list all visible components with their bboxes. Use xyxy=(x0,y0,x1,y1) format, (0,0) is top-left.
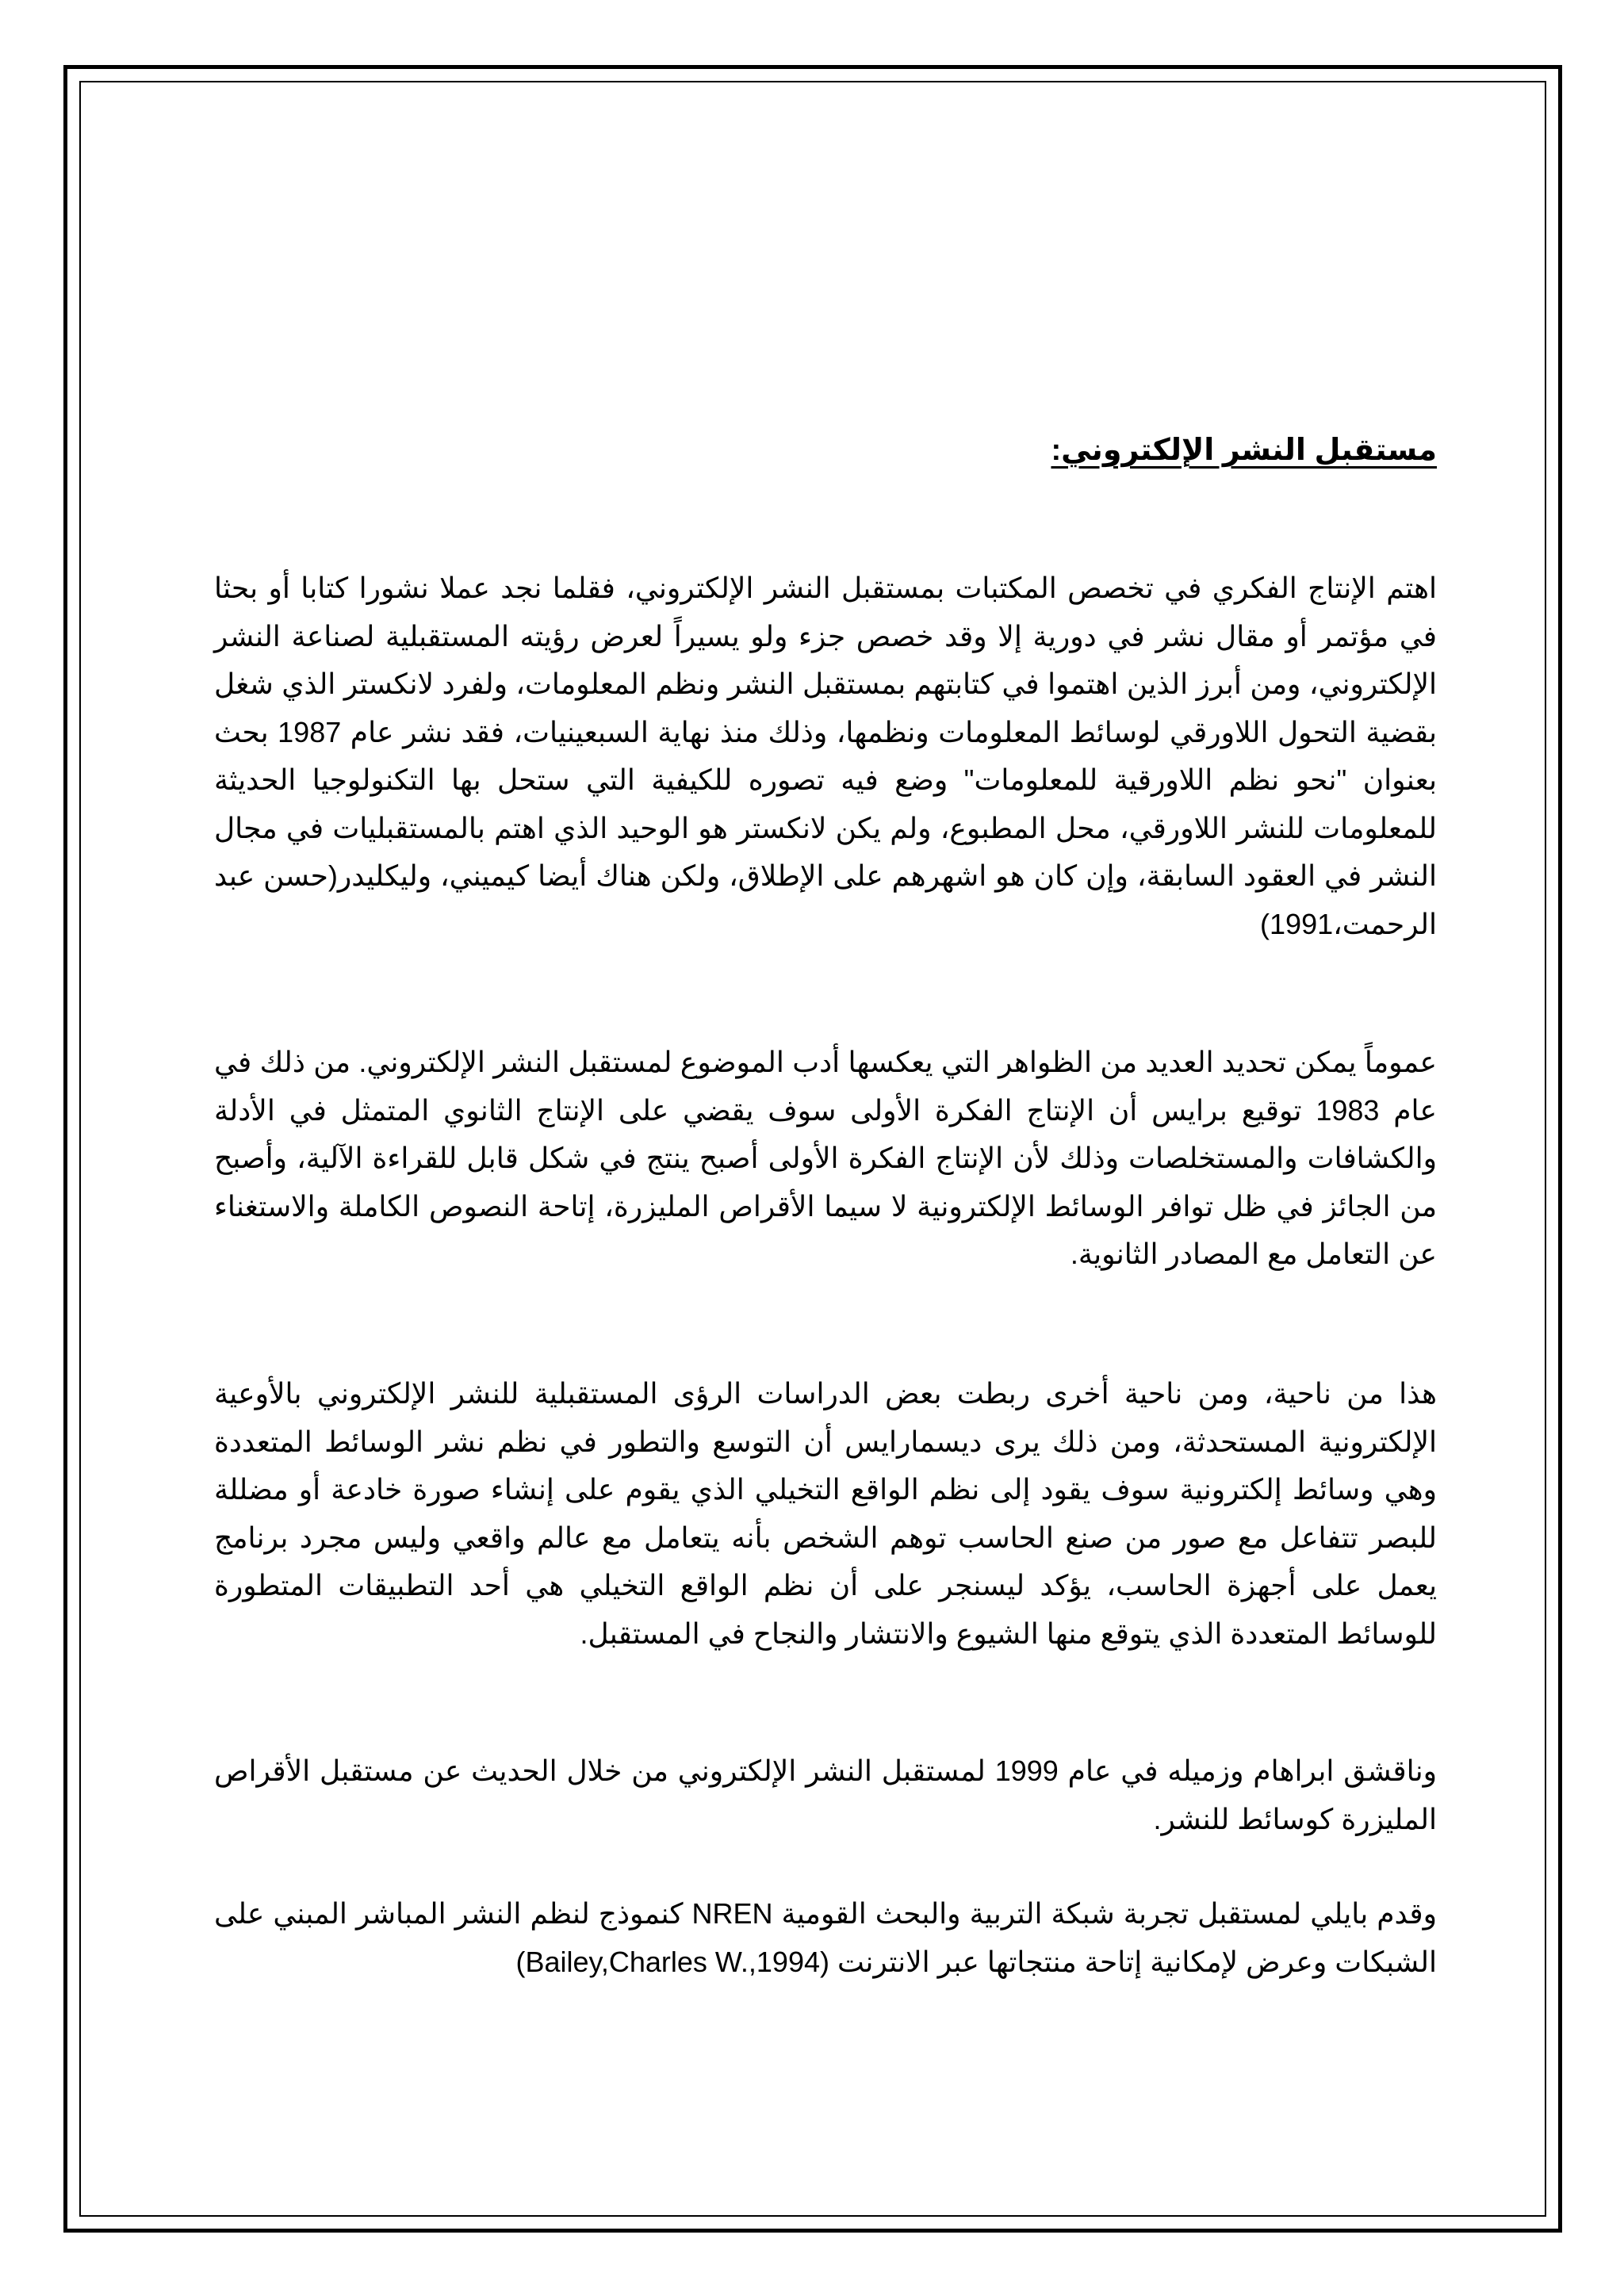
paragraph-3: هذا من ناحية، ومن ناحية أخرى ربطت بعض الدراسات الرؤى المستقبلية للنشر الإلكتروني بالأوعية الإلكترونية المستحدثة، ومن ذلك يرى ديسمارايس أن التوسع والتطور في نظم نشر الوسائط المتعددة وهي وسائط إلكترونية سوف يقود إلى نظم الواقع التخيلي الذي يقوم على إنشاء صورة خادعة أو مضللة للبصر تتفاعل مع صور من صنع الحاسب توهم الشخص بأنه يتعامل مع عالم واقعي وليس مجرد برنامج يعمل على أجهزة الحاسب، يؤكد ليسنجر على أن نظم الواقع التخيلي هي أحد التطبيقات المتطورة للوسائط المتعددة الذي يتوقع منها الشيوع والانتشار والنجاح في المستقبل. xyxy=(214,1377,1437,1650)
paragraph-2: عموماً يمكن تحديد العديد من الظواهر التي يعكسها أدب الموضوع لمستقبل النشر الإلكتروني. من ذلك في عام 1983 توقيع برايس أن الإنتاج الفكرة الأولى سوف يقضي على الإنتاج الثانوي المتمثل في الأدلة والكشافات والمستخلصات وذلك لأن الإنتاج الفكرة الأولى أصبح ينتج في شكل قابل للقراءة الآلية، وأصبح من الجائز في ظل توافر الوسائط الإلكترونية لا سيما الأقراص المليزرة، إتاحة النصوص الكاملة والاستغناء عن التعامل مع المصادر الثانوية. xyxy=(214,1046,1437,1270)
document-title: مستقبل النشر الإلكتروني: xyxy=(1051,434,1437,467)
paragraph-4: وناقشق ابراهام وزميله في عام 1999 لمستقبل النشر الإلكتروني من خلال الحديث عن مستقبل الأقراص المليزرة كوسائط للنشر. xyxy=(214,1755,1437,1835)
paragraph-5: وقدم بايلي لمستقبل تجربة شبكة التربية والبحث القومية NREN كنموذج لنظم النشر المباشر المبني على الشبكات وعرض لإمكانية إتاحة منتجاتها عبر الانترنت (Bailey,Charles W.,1994) xyxy=(214,1897,1438,1978)
paragraph-1: اهتم الإنتاج الفكري في تخصص المكتبات بمستقبل النشر الإلكتروني، فقلما نجد عملا نشورا كتابا أو بحثا في مؤتمر أو مقال نشر في دورية إلا وقد خصص جزء ولو يسيراً لعرض رؤيته المستقبلية لصناعة النشر الإلكتروني، ومن أبرز الذين اهتموا في كتابتهم بمستقبل النشر ونظم المعلومات، ولفرد لانكستر الذي شغل بقضية التحول اللاورقي لوسائط المعلومات ونظمها، وذلك منذ نهاية السبعينيات، فقد نشر عام 1987 بحث بعنوان "نحو نظم اللاورقية للمعلومات" وضع فيه تصوره للكيفية التي ستحل بها التكنولوجيا الحديثة للمعلومات للنشر اللاورقي، محل المطبوع، ولم يكن لانكستر هو الوحيد الذي اهتم بالمستقبليات في مجال النشر في العقود السابقة، وإن كان هو اشهرهم على الإطلاق، ولكن هناك أيضا كيميني، وليكليدر(حسن عبد الرحمت،1991) xyxy=(214,572,1437,940)
